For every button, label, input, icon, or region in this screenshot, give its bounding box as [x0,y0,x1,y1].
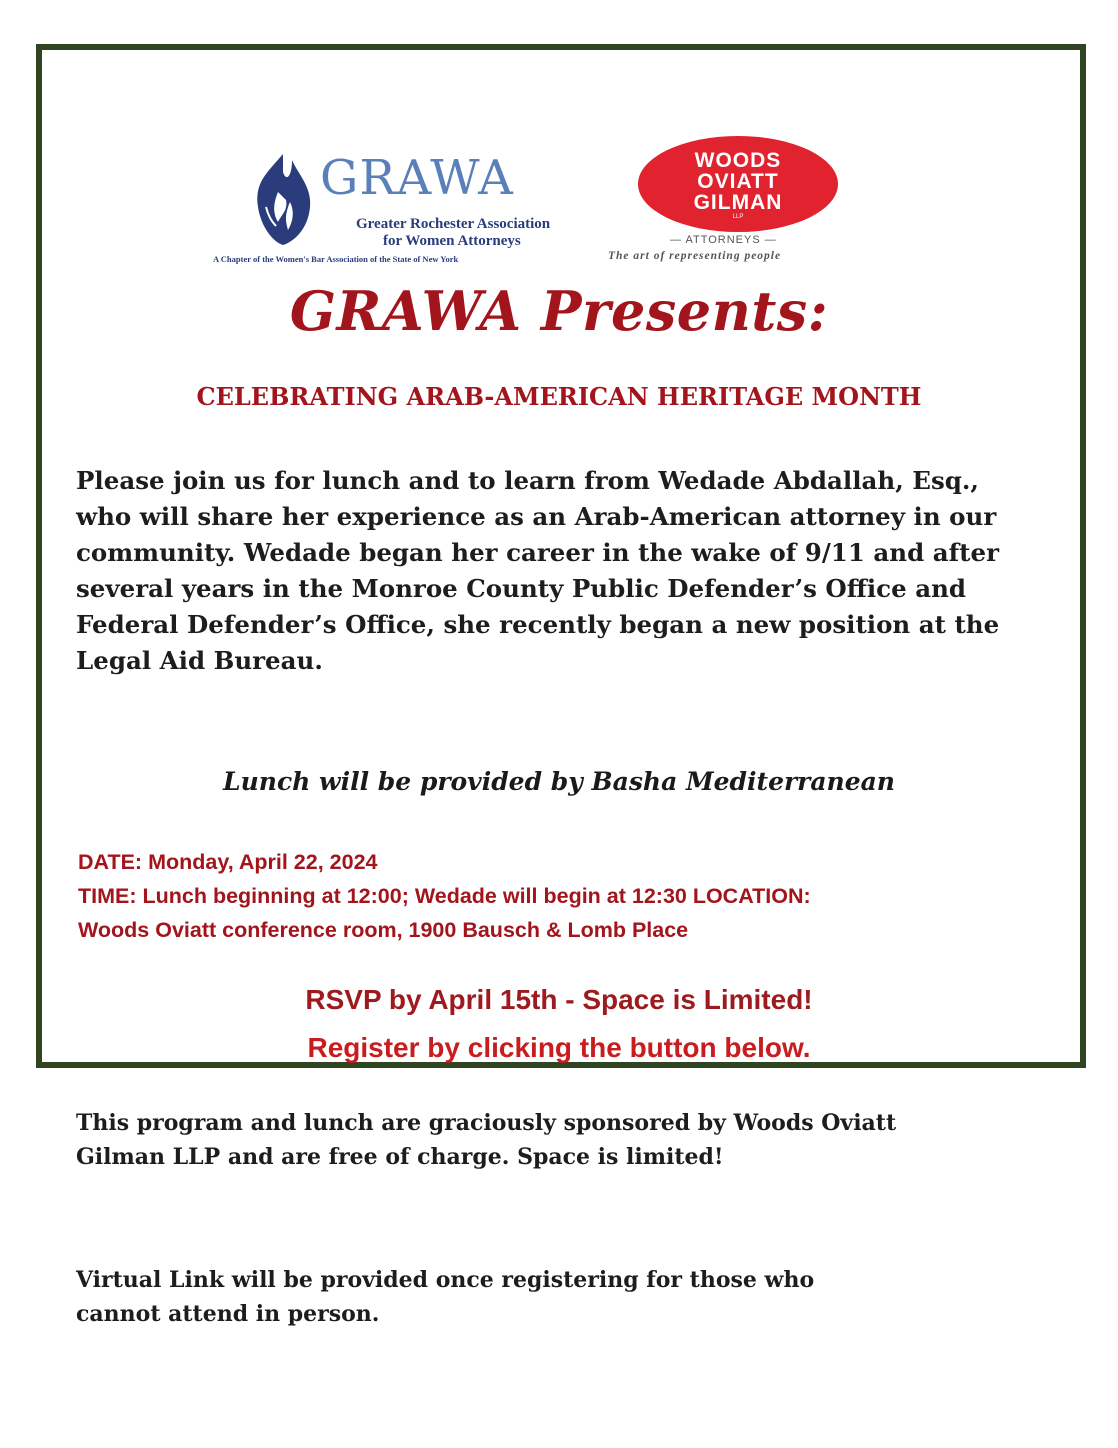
grawa-flame-emblem-icon [248,152,318,247]
sponsor-line: This program and lunch are graciously sponsored by Woods Oviatt [76,1110,897,1136]
intro-paragraph [76,463,1056,679]
intro-line: community. Wedade began her career in the wake of 9/11 and after [76,538,999,567]
wog-line-woods: WOODS [694,149,782,172]
virtual-line: Virtual Link will be provided once registering for those who [76,1267,815,1293]
lunch-provider-note: Lunch will be provided by Basha Mediterranean [223,767,895,796]
virtual-line: cannot attend in person. [76,1301,380,1327]
logo-bar [210,100,910,272]
grawa-logo [213,150,588,267]
wog-line-oviatt: OVIATT [697,170,779,193]
event-details [78,845,1038,947]
rsvp-deadline: RSVP by April 15th - Space is Limited! [305,984,813,1015]
grawa-subtitle-line-2: for Women Attorneys [383,233,521,249]
virtual-link-paragraph [76,1263,1056,1331]
sponsor-line: Gilman LLP and are free of charge. Space is limited! [76,1144,724,1170]
grawa-subtitle-line-1: Greater Rochester Association [356,216,551,232]
wog-line-gilman: GILMAN [693,191,783,214]
sponsor-paragraph [76,1106,1056,1174]
register-instruction: Register by clicking the button below. [307,1032,811,1063]
event-time: TIME: Lunch beginning at 12:00; Wedade will begin at 12:30 LOCATION: [78,884,811,908]
intro-line: who will share her experience as an Arab-American attorney in our [76,502,997,531]
intro-line: Legal Aid Bureau. [76,646,323,675]
event-subtitle: CELEBRATING ARAB-AMERICAN HERITAGE MONTH [196,382,922,411]
event-location: Woods Oviatt conference room, 1900 Bausch & Lomb Place [78,918,689,942]
wog-red-oval [638,136,838,232]
wog-llp: LLP [732,214,744,220]
event-date: DATE: Monday, April 22, 2024 [78,850,378,874]
intro-line: several years in the Monroe County Public Defender’s Office and [76,574,967,603]
intro-line: Federal Defender’s Office, she recently began a new position at the [76,610,1000,639]
page-title: GRAWA Presents: [289,279,829,343]
intro-line: Please join us for lunch and to learn from Wedade Abdallah, Esq., [76,466,979,495]
grawa-wordmark: GRAWA [320,150,514,206]
wog-tagline: The art of representing people [608,250,782,262]
grawa-chapter-note: A Chapter of the Women's Bar Association of the State of New York [213,254,459,264]
wog-attorneys-label: — ATTORNEYS — [670,234,777,246]
woods-oviatt-gilman-logo [608,136,908,270]
